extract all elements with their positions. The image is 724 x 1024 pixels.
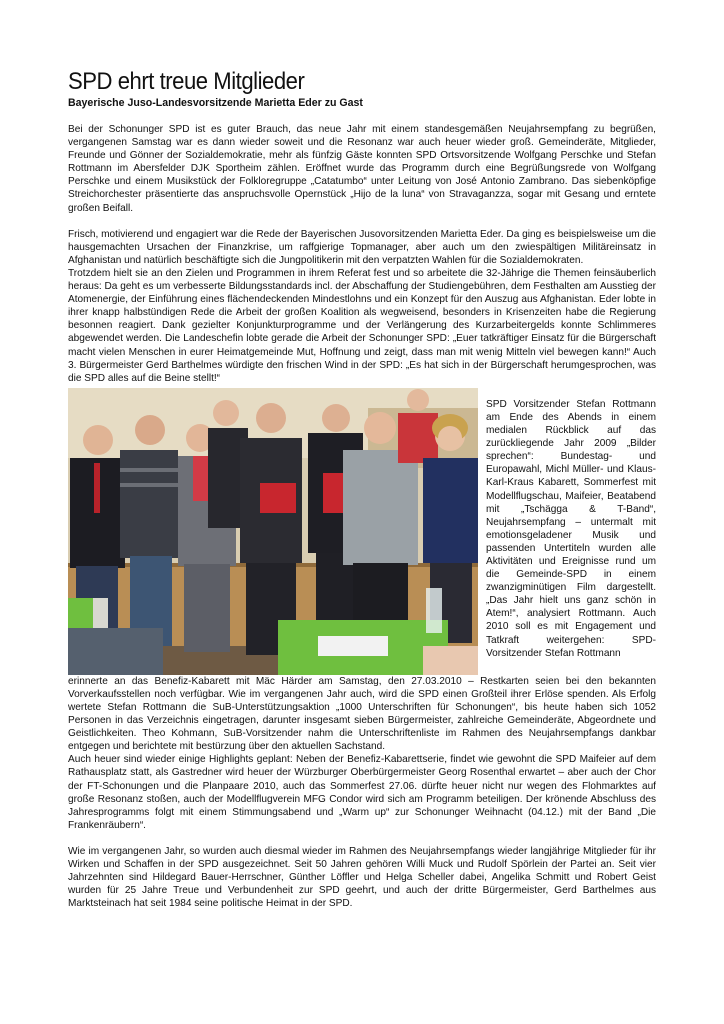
paragraph-benefiz: erinnerte an das Benefiz-Kabarett mit Mäc Härder am Samstag, den 27.03.2010 – Restkarten seien bei den bekannten Vorverkaufsstellen noch verfügbar. Wie im vergangenen Jahr auch, wird die SPD einen Großteil ihrer Erlöse spenden. Als Erfolg wertete Stefan Rottmann die SuB-Unterstützungsaktion „1000 Unterschriften für Schonungen“, bis heute haben sich 1052 Personen in das Verzeichnis eingetragen, darunter insgesamt sieben Bürgermeister, zahlreiche Gemeinderäte, Abgeordnete und Geistlichkeiten. Theo Kohmann, SuB-Vorsitzender nahm die Unterschriftenliste im Rahmen des Neujahrsempfangs dankbar entgegen und berichtete mit bestürzung über den aktuellen Sachstand. — [68, 675, 656, 753]
spacer — [68, 215, 656, 228]
group-photo-image — [68, 388, 478, 675]
spacer — [68, 832, 656, 845]
photo-caption: SPD Vorsitzender Stefan Rottmann am Ende des Abends in einem medialen Rückblick auf das zurückliegende Jahr 2009 „Bilder sprechen“: Bundestag- und Europawahl, Michl Müller- und Klaus-Karl-Kraus Kabarett, Sommerfest mit Modellflugschau, Maifeier, Beatabend mit „Tschägga & T-Band“, Neujahrsempfang – untermalt mit emotionsgeladener Musik und passenden Untertiteln wurden alle Aktivitäten und Ereignisse rund um die Gemeinde-SPD in einem zwanzigminütigen Film dargestellt. „Das Jahr hielt uns ganz schön in Atem!“, analysiert Rottmann. Auch 2010 soll es mit Engagement und Tatkraft weitergehen: SPD-Vorsitzender Stefan Rottmann — [486, 398, 656, 659]
paragraph-speech-topics: Trotzdem hielt sie an den Zielen und Programmen in ihrem Referat fest und so arbeitete die 32-Jährige die Themen feinsäuberlich heraus: Da geht es um verbesserte Bildungsstandards incl. der Abschaffung der Studiengebühren, dem Festhalten am Ausstieg der Atomenergie, der Einführung eines flächendeckenden Mindestlohns und ein Konzept für den Auszug aus Afghanistan. Eder lobte in ihrer knapp halbstündigen Rede die Arbeit der großen Koalition als wegweisend, besonders in Krisenzeiten habe die Regierung besonnen reagiert. Dank gezielter Konjunkturprogramme und der Verlängerung des Kurzarbeitergelds konnte Schlimmeres abgewendet werden. Die Landeschefin lobte gerade die Arbeit der Schonunger SPD: „Euer tatkräftiger Einsatz für die Bürgerschaft macht vielen Menschen in eurer Heimatgemeinde Mut, Hoffnung und zeigt, dass man mit wenig Mitteln viel bewegen kann!“ Auch 3. Bürgermeister Gerd Barthelmes würdigte den frischen Wind in der SPD: „Es hat sich in der Bürgerschaft herumgesprochen, was die SPD alles auf die Beine stellt!“ — [68, 267, 656, 384]
paragraph-intro: Bei der Schonunger SPD ist es guter Brauch, das neue Jahr mit einem standesgemäßen Neujahrsempfang zu begrüßen, vergangenen Samstag war es dann wieder soweit und die Resonanz war auch heuer wieder groß. Gemeinderäte, Mitglieder, Freunde und Gönner der Sozialdemokratie, mehr als fünfzig Gäste konnten SPD Ortsvorsitzende Wolfgang Perschke und Stefan Rottmann im Abersfelder DJK Sportheim zählen. Eröffnet wurde das Programm durch eine Begrüßungsrede von Wolfgang Perschke und einem Musikstück der Folkloregruppe „Catatumbo“ unter Leitung von José Antonio Zambrano. Das siebenköpfige Streichorchester präsentierte das anspruchsvolle Opernstück „Hijo de la luna“ von Stravaganzza, sogar mit Gesang und erntete großen Beifall. — [68, 124, 656, 214]
paragraph-honors: Wie im vergangenen Jahr, so wurden auch diesmal wieder im Rahmen des Neujahrsempfangs wieder langjährige Mitglieder für ihr Wirken und Schaffen in der SPD ausgezeichnet. Seit 50 Jahren gehören Willi Muck und Rudolf Spörlein der Partei an. Seit vier Jahrzehnten sind Hildegard Bauer-Herrschner, Günther Löffler und Helga Scheller dabei, Angelika Schmitt und Robert Geist wurden für 25 Jahre Treue und Verbundenheit zur SPD geehrt, und auch der dritte Bürgermeister, Gerd Barthelmes aus Marktsteinach hat seit 1984 seine politische Heimat in der SPD. — [68, 845, 656, 910]
article-subtitle: Bayerische Juso-Landesvorsitzende Marietta Eder zu Gast — [68, 97, 363, 109]
article-title: SPD ehrt treue Mitglieder — [68, 68, 305, 95]
spacer — [68, 110, 656, 123]
group-photo — [68, 388, 478, 675]
paragraph-highlights: Auch heuer sind wieder einige Highlights geplant: Neben der Benefiz-Kabarettserie, findet wie gewohnt die SPD Maifeier auf dem Rathausplatz statt, als Gastredner wird heuer der Würzburger Oberbürgermeister Georg Rosenthal erwartet – aber auch der Chor der FT-Schonungen und die Planpaare 2010, auch das Sommerfest 27.06. dürfte heuer nicht nur wegen des Flohmarktes auf große Resonanz stoßen, auch der Modellflugverein MFG Condor wird sich am Programm beteiligen. Der krönende Abschluss des Jahresprogramms folgt mit einem Stimmungsabend und „Warm up“ zur Schonunger Weihnacht (04.12.) mit der Band „Die Frankenräubern“. — [68, 754, 656, 831]
paragraph-speech: Frisch, motivierend und engagiert war die Rede der Bayerischen Jusovorsitzenden Marietta Eder. Da ging es beispielsweise um die hausgemachten Ursachen der Finanzkrise, um raffgierige Topmanager, aber auch um den zwiespältigen Militäreinsatz in Afghanistan und natürlich beschäftigte sich die Jungpolitikerin mit den verpatzten Wahlen für die Sozialdemokraten. — [68, 228, 656, 266]
article — [68, 68, 656, 910]
photo-row — [68, 388, 656, 675]
